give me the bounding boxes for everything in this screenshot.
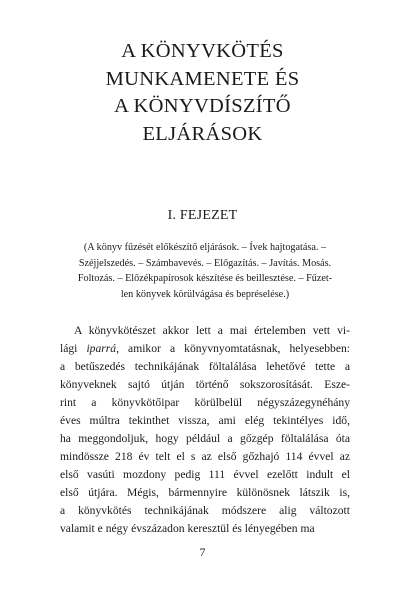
book-title <box>0 38 405 148</box>
emphasized-text: iparrá <box>86 342 117 355</box>
body-line <box>60 340 350 358</box>
body-line: a könyvkötés technikájának módszere alig változott <box>60 504 350 517</box>
title-line: MUNKAMENETE ÉS <box>105 67 300 90</box>
summary-line: Foltozás. – Előzékpapírosok készítése és beillesztése. – Fűzet- <box>77 273 333 284</box>
body-line: A könyvkötészet akkor lett a mai értelemben vett vi- <box>74 324 350 337</box>
body-line: a betűszedés technikájának föltalálása lehetővé tette a <box>60 360 350 373</box>
title-line: ELJÁRÁSOK <box>142 122 263 145</box>
body-paragraph <box>60 322 350 538</box>
body-line: könyveknek sajtó útján történő sokszorosítását. Esze- <box>60 378 350 391</box>
chapter-summary <box>60 240 350 302</box>
body-text: , amikor a könyvnyomtatásnak, helyesebben: <box>116 342 350 355</box>
body-line: első vasúti mozdony pedig 111 évvel ezelőtt indult el <box>60 468 350 481</box>
body-text: lági <box>60 342 87 355</box>
summary-line: Széjjelszedés. – Számbavevés. – Előgazítás. – Javítás. Mosás. <box>78 257 332 269</box>
body-line: valamit e négy évszázadon keresztül és lényegében ma <box>60 522 315 535</box>
body-line: rint a könyvkötőipar körülbelül négyszázegynéhány <box>60 396 350 409</box>
body-line: éves múltra tekinthet vissza, ami elég tekintélyes idő, <box>60 414 350 427</box>
page-number: 7 <box>199 545 206 559</box>
title-line: A KÖNYVDÍSZÍTŐ <box>114 95 291 117</box>
title-line: A KÖNYVKÖTÉS <box>121 40 284 62</box>
body-line: ha meggondoljuk, hogy például a gőzgép föltalálása óta <box>60 432 350 445</box>
body-line: mindössze 218 év telt el s az első gőzhajó 114 évvel az <box>60 450 350 463</box>
summary-line: (A könyv fűzését előkészítő eljárások. – Ívek hajtogatása. – <box>83 242 327 253</box>
summary-line: len könyvek körülvágása és bepréselése.) <box>120 288 290 300</box>
body-line: első útjára. Mégis, bármennyire különösnek látszik is, <box>60 486 350 499</box>
chapter-heading: I. FEJEZET <box>167 208 238 223</box>
